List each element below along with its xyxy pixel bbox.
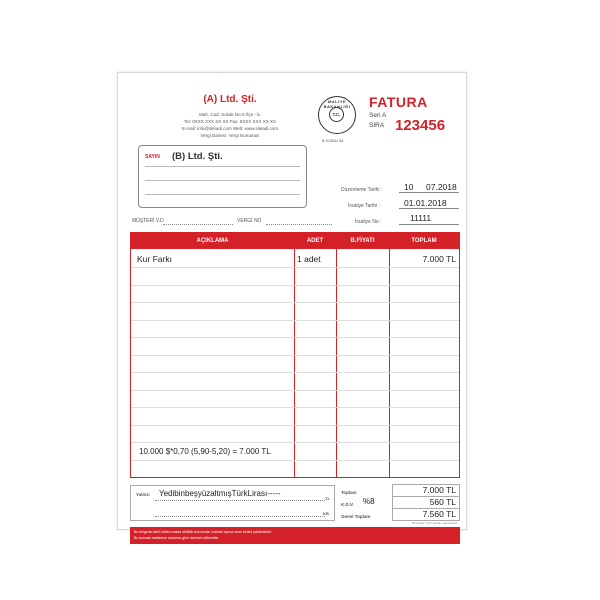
invoice-number-label: SIRA (369, 122, 385, 129)
row-quantity: 1 adet (297, 254, 321, 264)
amount-in-words-line (155, 500, 325, 501)
table-row-line (131, 302, 459, 303)
table-row-line (131, 460, 459, 461)
invoice-series: Seri A (369, 112, 387, 119)
buyer-line (145, 194, 300, 195)
subtotal-value: 7.000 TL (422, 485, 456, 495)
table-row-line (131, 337, 459, 338)
customer-vn-line (266, 224, 332, 225)
delivery-date-line (399, 208, 459, 209)
seal-top-text: MALİYE BAKANLIĞI (323, 99, 351, 109)
footer-note: Bu fatura 7 gün içinde ödenecektir. (412, 521, 459, 525)
seller-address: Mah. Cad. Sokak No:X İlçe - İL (199, 112, 261, 117)
ministry-seal (318, 96, 356, 134)
waybill-value: 11111 (410, 213, 432, 223)
seal-caption: İL KODU 34 (322, 138, 344, 143)
table-row-line (131, 407, 459, 408)
table-row-line (131, 425, 459, 426)
seal-center: T.C. (329, 107, 344, 122)
tl-mark: TL (325, 496, 330, 501)
vat-rate: %8 (363, 497, 375, 506)
invoice-number: 123456 (395, 117, 446, 134)
amount-in-words-label: Yalnız: (136, 492, 151, 497)
header-quantity: ADET (306, 238, 324, 244)
header-description: AÇIKLAMA (196, 238, 229, 244)
buyer-label: SAYIN (145, 154, 160, 160)
customer-vn-label: VERGİ NO (237, 218, 262, 224)
buyer-line (145, 180, 300, 181)
waybill-label: İrsaliye No : (355, 219, 382, 225)
table-row-line (131, 442, 459, 443)
amount-in-words: YedibinbeşyüzaltmışTürkLirası----- (159, 489, 281, 498)
footer-bar (130, 527, 460, 544)
invoice-title: FATURA (369, 94, 428, 110)
buyer-line (145, 166, 300, 167)
grand-total-label: Genel Toplam (341, 514, 371, 519)
footer-line-1: Bu belgenin tarih edilen malda kötülük bulunması halinde ayrıca zarar bedeli yükümlüdür. (134, 530, 273, 534)
customer-vd-line (163, 224, 233, 225)
seller-tax: Vergi Dairesi: Vergi Numarası (200, 133, 260, 138)
issue-date-line (399, 192, 459, 193)
vat-value: 560 TL (429, 497, 456, 507)
footer-line-2: Bu konuda mahkeme kararına göre hareket edilecektir. (134, 536, 220, 540)
table-header (131, 233, 459, 249)
table-row-line (131, 390, 459, 391)
grand-total-value: 7.560 TL (422, 509, 456, 519)
items-table (130, 232, 460, 478)
seller-block (150, 94, 310, 139)
customer-vd-label: MÜŞTERİ V.D (132, 218, 164, 224)
table-row-line (131, 372, 459, 373)
kr-mark: KR. (323, 511, 330, 516)
buyer-name: (B) Ltd. Şti. (172, 151, 223, 162)
table-row-line (131, 285, 459, 286)
subtotal-label: Toplam (341, 490, 357, 495)
amount-in-words-line (155, 516, 325, 517)
vat-label: K.D.V. (341, 502, 354, 507)
seller-web: E-mail: info@siteadi.com Web: www.siteadi.com (181, 126, 279, 131)
table-row-line (131, 267, 459, 268)
header-total: TOPLAM (411, 238, 437, 244)
amount-in-words-box (130, 485, 335, 521)
buyer-box (138, 145, 307, 208)
table-row-line (131, 355, 459, 356)
seller-name: (A) Ltd. Şti. (203, 94, 257, 105)
table-row-line (131, 320, 459, 321)
issue-date-month-year: 07.2018 (426, 182, 457, 192)
waybill-line (399, 224, 459, 225)
row-total: 7.000 TL (422, 254, 456, 264)
header-unit-price: B.FİYATI (350, 238, 375, 244)
calc-note: 10.000 $*0,70 (5,90-5,20) = 7.000 TL (139, 447, 271, 456)
issue-date-label: Düzenleme Tarihi : (341, 187, 383, 193)
issue-date-day: 10 (404, 182, 414, 192)
delivery-date-label: İrsaliye Tarihi : (348, 203, 380, 209)
seller-phones: Tel: 0XXX XXX XX XX Fax: 0XXX XXX XX XX (183, 119, 277, 124)
row-description: Kur Farkı (137, 254, 172, 264)
delivery-date-value: 01.01.2018 (404, 198, 447, 208)
